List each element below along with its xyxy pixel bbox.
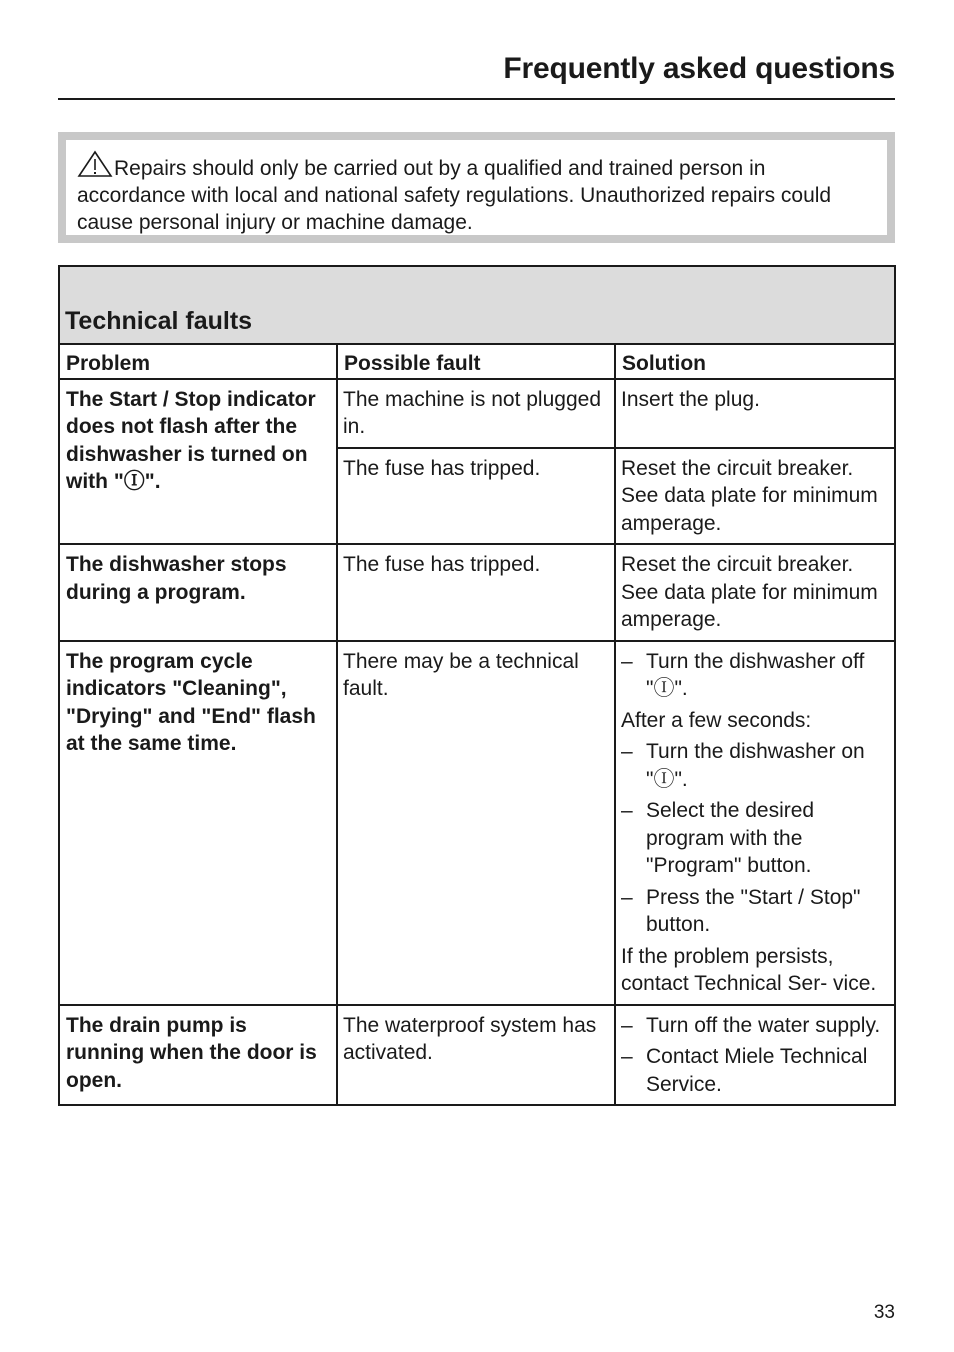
table-section-header xyxy=(59,266,895,344)
title-divider xyxy=(58,98,895,100)
solution-step: – Press the "Start / Stop" button. xyxy=(621,885,861,936)
table-row xyxy=(59,1005,895,1106)
table-header-row xyxy=(59,344,895,379)
section-title: Technical faults xyxy=(65,306,253,335)
solution-cell: Insert the plug. xyxy=(615,379,895,448)
problem-cell: The dishwasher stops during a program. xyxy=(59,544,337,641)
dash-icon: – xyxy=(621,649,633,673)
column-header-possible-fault: Possible fault xyxy=(337,344,615,379)
solution-note: After a few seconds: xyxy=(621,708,812,732)
fault-cell: There may be a technical fault. xyxy=(337,641,615,1005)
technical-faults-table xyxy=(58,265,896,1106)
warning-content xyxy=(66,140,887,235)
fault-cell: The waterproof system has activated. xyxy=(337,1005,615,1106)
solution-step: – Select the desired program with the "Program" button. xyxy=(621,799,815,877)
solution-note: If the problem persists, contact Technical Ser- vice. xyxy=(621,944,877,995)
dash-icon: – xyxy=(621,885,633,909)
dash-icon: – xyxy=(621,740,633,763)
warning-text: Repairs should only be carried out by a qualified and trained person in accordance with local and national safety regulations. Unauthorized repairs could cause personal injury or machine damage. xyxy=(77,157,832,234)
fault-cell: The fuse has tripped. xyxy=(337,448,615,545)
table-row xyxy=(59,379,895,448)
solution-step: – Turn the dishwasher off "Ⓘ". xyxy=(621,649,865,700)
table-row xyxy=(59,544,895,641)
problem-cell: The program cycle indicators "Cleaning", "Drying" and "End" flash at the same time. xyxy=(59,641,337,1005)
solution-cell: Reset the circuit breaker. See data plate for minimum amperage. xyxy=(615,448,895,545)
solution-step: – Turn off the water supply. xyxy=(621,1012,888,1040)
solution-step: – Turn the dishwasher on "Ⓘ". xyxy=(621,740,865,791)
warning-triangle-icon xyxy=(77,150,113,178)
problem-cell: The Start / Stop indicator does not flash after the dishwasher is turned on with "Ⓘ". xyxy=(59,379,337,545)
problem-cell: The drain pump is running when the door is open. xyxy=(59,1005,337,1106)
page-title: Frequently asked questions xyxy=(503,52,895,85)
dash-icon: – xyxy=(621,1045,633,1068)
column-header-problem: Problem xyxy=(59,344,337,379)
dash-icon: – xyxy=(621,1013,633,1037)
solution-cell: Reset the circuit breaker. See data plate for minimum amperage. xyxy=(615,544,895,641)
dash-icon: – xyxy=(621,799,633,822)
table-row xyxy=(59,641,895,1005)
fault-cell: The fuse has tripped. xyxy=(337,544,615,641)
column-header-solution: Solution xyxy=(615,344,895,379)
warning-box xyxy=(58,132,895,243)
solution-cell xyxy=(615,1005,895,1106)
fault-cell: The machine is not plugged in. xyxy=(337,379,615,448)
page-number: 33 xyxy=(873,1302,895,1323)
solution-cell xyxy=(615,641,895,1005)
solution-step: – Contact Miele Technical Service. xyxy=(621,1045,868,1096)
